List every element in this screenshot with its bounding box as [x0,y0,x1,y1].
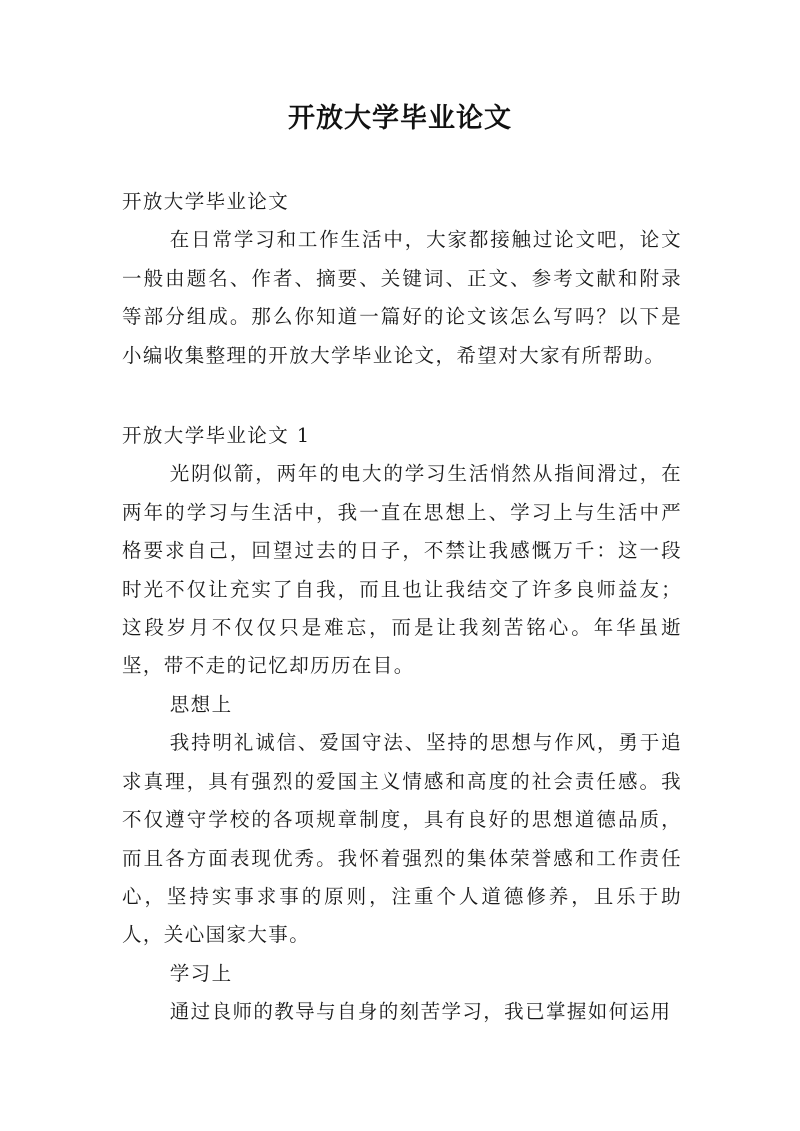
document-title: 开放大学毕业论文 [288,103,512,134]
document-body [122,183,682,1032]
section-heading-study: 学习上 [169,961,233,985]
section-heading-thought: 思想上 [169,692,233,716]
section-paragraph-thought: 我持明礼诚信、爱国守法、坚持的思想与作风，勇于追求真理，具有强烈的爱国主义情感和高度的社会责任感。我不仅遵守学校的各项规章制度，具有良好的思想道德品质，而且各方面表现优秀。我怀着强烈的集体荣誉感和工作责任心，坚持实事求事的原则，注重个人道德修养，且乐于助人，关心国家大事。 [122,731,682,947]
section-spacer [122,375,682,417]
essay-1-heading: 开放大学毕业论文 1 [122,424,311,448]
section-paragraph-study: 通过良师的教导与自身的刻苦学习，我已掌握如何运用 [169,1000,672,1024]
intro-paragraph: 在日常学习和工作生活中，大家都接触过论文吧，论文一般由题名、作者、摘要、关键词、正文、参考文献和附录等部分组成。那么你知道一篇好的论文该怎么写吗？以下是小编收集整理的开放大学毕业论文，希望对大家有所帮助。 [122,228,682,367]
intro-heading: 开放大学毕业论文 [122,190,290,213]
essay-1-opening-paragraph: 光阴似箭，两年的电大的学习生活悄然从指间滑过，在两年的学习与生活中，我一直在思想上、学习上与生活中严格要求自己，回望过去的日子，不禁让我感慨万千：这一段时光不仅让充实了自我，而且也让我结交了许多良师益友；这段岁月不仅仅只是难忘，而是让我刻苦铭心。年华虽逝坚，带不走的记忆却历历在目。 [122,462,682,678]
